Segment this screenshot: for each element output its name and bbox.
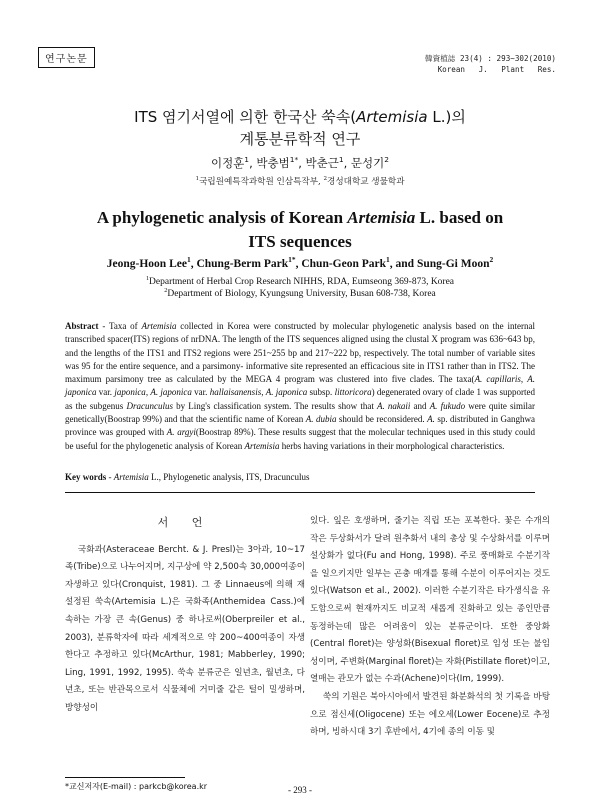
author-ko-2: 박충범 bbox=[256, 156, 290, 170]
title-korean-line2: 계통분류학적 연구 bbox=[239, 130, 361, 148]
abstract-taxon-9: Dracunculus bbox=[126, 400, 173, 411]
abstract-text-8: subsp. bbox=[307, 387, 335, 398]
author-en-2: Chung-Berm Park bbox=[196, 258, 289, 270]
abstract-text-13: should be reconsidered. bbox=[336, 414, 428, 425]
footnote-label: *교신저자(E-mail) : bbox=[65, 782, 137, 791]
title-english-line1 bbox=[0, 206, 600, 230]
abstract-taxon-5: A. japonica bbox=[150, 387, 192, 398]
abstract-text-12: were quite similar genetically(Boostrap 99%) and that the scientific name of Korean bbox=[65, 400, 536, 425]
intro-paragraph-1: 국화과(Asteraceae Bercht. & J. Presl)는 3아과, 10~17족(Tribe)으로 나누어지며, 지구상에 약 2,500속 30,000여종이 자생하고 있다(Cronquist, 1981). 그 중 Linnaeus에 의해 재설정된 쑥속(Artemisia L.)은 국화족(Anthemidea Cass.)에 속하는 가장 큰 속(Genus) 중 하나로써(Oberpreiler et al., 2003), 분류학자에 따라 세계적으로 약 200~400여종이 자생한다고 추정하고 있다(McArthur, 1981; Mabberley, 1990; Ling, 1991, 1992, 1995). 쑥속 분류군은 일년초, 월년초, 다년초, 또는 반관목으로서 식물체에 거미줄 같은 털이 밀생하며, 방향성이 bbox=[65, 544, 305, 713]
abstract-text-11: and bbox=[410, 400, 430, 411]
abstract-text-2: collected in Korea were constructed by molecular phylogenetic analysis based on the internal transcribed spacer(ITS) regions of nrDNA. The length of the ITS sequences aligned using the clustal X program was 636~643 bp, and the lengths of the ITS1 and ITS2 regions were 251~255 bp and 217~222 bp, respectively. The total number of variable sites was 95 for the entire sequence, and a parsimony- informative site represented an efficacious site in ITS1 rather than in ITS2. The maximum parsimony tree as calculated by the MEGA 4 program was clustered into five clades. The taxa( bbox=[65, 321, 535, 385]
affil-en-line1 bbox=[0, 276, 600, 288]
page-number: - 293 - bbox=[288, 785, 312, 795]
abstract-text-14: sp. distributed in Ganghwa province was grouped with bbox=[65, 414, 535, 438]
affiliations-english bbox=[0, 276, 600, 300]
abstract-text-1: - Taxa of bbox=[98, 321, 142, 331]
author-ko-4: 문성기 bbox=[350, 156, 385, 170]
footnote-email: parkcb@korea.kr bbox=[136, 782, 208, 791]
affil-ko-sup1: 1 bbox=[195, 176, 200, 183]
intro-left-column bbox=[65, 514, 305, 718]
abstract-taxon-4: japonica bbox=[114, 387, 146, 398]
authors-korean: 이정훈$^1$, 박충범$^{1*}$, 박춘근$^1$, 문성기$^2$ bbox=[210, 155, 390, 170]
affil-en-line2 bbox=[0, 288, 600, 300]
affil-en-line2-sup: 2 bbox=[164, 287, 168, 294]
title-english bbox=[0, 206, 600, 254]
author-ko-1: 이정훈 bbox=[210, 156, 245, 170]
author-ko-3: 박춘근 bbox=[305, 156, 339, 170]
abstract-text-10: by Ling's classification system. The results show that bbox=[172, 400, 377, 411]
abstract-text-15: (Boostrap 89%). These results suggest that the molecular techniques used in this study could be useful for the phylogenetic analysis of Korean bbox=[65, 427, 535, 451]
abstract-taxon-2: A. capillaris bbox=[474, 374, 521, 385]
keywords bbox=[65, 472, 535, 482]
affil-en-line2-text: Department of Biology, Kyungsung University, Busan 608-738, Korea bbox=[167, 289, 436, 299]
author-en-2-sup: 1* bbox=[288, 255, 296, 265]
title-english-line2: ITS sequences bbox=[248, 232, 352, 251]
abstract-taxon-1: Artemisia bbox=[141, 321, 177, 331]
title-korean-line1 bbox=[0, 106, 600, 128]
title-korean-line1-pre: ITS 염기서열에 의한 한국산 쑥속( bbox=[134, 108, 357, 126]
author-ko-1-sup: 1 bbox=[244, 155, 250, 165]
author-ko-3-sup: 1 bbox=[338, 155, 344, 165]
keywords-genus: Artemisia bbox=[113, 472, 149, 482]
footnote-rule bbox=[65, 777, 185, 778]
abstract-text-16: herbs having variations in their morphological characteristics. bbox=[279, 440, 505, 451]
abstract-text-9: ) degenerated ovary of clade 1 was supported as the subgenus bbox=[65, 387, 536, 411]
authors-english: Jeong-Hoon Lee$^1$, Chung-Berm Park$^{1*}$, Chun-Geon Park$^1$, and Sung-Gi Moon$^2$ bbox=[106, 255, 494, 270]
article-type-badge: 연구논문 bbox=[38, 47, 95, 68]
abstract-taxon-8: littoricora bbox=[334, 387, 372, 398]
author-en-3-sup: 1 bbox=[386, 255, 390, 265]
abstract-text-3: , bbox=[520, 374, 528, 385]
title-korean-line1-genus: Artemisia bbox=[356, 108, 428, 126]
title-english-line1-pre: A phylogenetic analysis of Korean bbox=[96, 208, 348, 227]
abstract bbox=[65, 320, 535, 453]
abstract-taxon-12: A. dubia bbox=[305, 414, 337, 425]
section-divider bbox=[65, 492, 535, 493]
keywords-sep: - bbox=[106, 472, 114, 482]
abstract-text-5: , bbox=[145, 387, 151, 398]
author-ko-4-sup: 2 bbox=[384, 155, 390, 165]
author-ko-2-sup: 1* bbox=[289, 155, 299, 165]
abstract-text-7: , bbox=[261, 387, 266, 398]
author-en-4: Sung-Gi Moon bbox=[416, 258, 490, 270]
abstract-label: Abstract bbox=[65, 321, 99, 331]
intro-paragraph-1-cont: 있다. 잎은 호생하며, 줄기는 직립 또는 포복한다. 꽃은 수개의 작은 두상화서가 달려 원추화서 내의 총상 및 수상화서를 이루며 설상화가 없다(Fu and Hong, 1998). 주로 풍매화로 수분기작을 일으키지만 일부는 곤충 매개를 통해 수분이 이루어지는 것도 있다(Watson et al., 2002). 이러한 수분기작은 타가생식을 유도함으로써 현재까지도 비교적 새롭게 진화하고 있는 종인만큼 동정하는데 많은 어려움이 있는 분류군이다. 또한 중앙화(Central floret)는 양성화(Bisexual floret)로 임성 또는 불임성이며, 주변화(Marginal floret)는 자화(Pistillate floret)이고, 열매는 관모가 없는 수과(Achene)이다(Im, 1999). bbox=[310, 516, 550, 685]
title-english-line1-post: L. based on bbox=[415, 208, 504, 227]
journal-citation-line1: 韓資植誌 23(4) : 293~302(2010) bbox=[425, 54, 556, 63]
author-en-4-sup: 2 bbox=[489, 255, 494, 265]
affil-en-line1-sup: 1 bbox=[145, 275, 150, 282]
abstract-taxon-3: A. japonica bbox=[65, 374, 536, 398]
abstract-taxon-13: A. bbox=[427, 414, 435, 425]
abstract-text-6: var. bbox=[191, 387, 210, 398]
abstract-taxon-11: A. fukudo bbox=[429, 400, 466, 411]
affil-ko-text1: 국립원예특작과학원 인삼특작부, bbox=[199, 177, 324, 187]
affil-ko-text2: 경성대학교 생물학과 bbox=[327, 177, 405, 187]
title-english-line1-genus: Artemisia bbox=[347, 208, 416, 227]
author-en-1-sup: 1 bbox=[186, 255, 191, 265]
abstract-taxon-7: A. japonica bbox=[265, 387, 308, 398]
title-korean-line1-post: L.)의 bbox=[427, 108, 466, 126]
abstract-taxon-6: hallaisanensis bbox=[209, 387, 262, 398]
keywords-label: Key words bbox=[65, 472, 107, 482]
intro-paragraph-2: 쑥의 기원은 북아시아에서 발견된 화분화석의 첫 기록을 바탕으로 점신세(Oligocene) 또는 에오세(Lower Eocene)로 추정하며, 빙하시대 3기 후반에서, 4기에 종의 이동 및 bbox=[310, 691, 550, 738]
abstract-taxon-10: A. nakaii bbox=[376, 400, 411, 411]
section-heading-introduction: 서 언 bbox=[157, 516, 213, 529]
title-korean bbox=[0, 106, 600, 150]
abstract-text-4: var. bbox=[96, 387, 115, 398]
keywords-text: L., Phylogenetic analysis, ITS, Dracunculus bbox=[148, 472, 310, 482]
affil-ko-sup2: 2 bbox=[323, 176, 328, 183]
affiliations-korean bbox=[0, 175, 600, 187]
journal-citation bbox=[425, 53, 556, 75]
author-en-1: Jeong-Hoon Lee bbox=[106, 258, 187, 270]
author-en-3: Chun-Geon Park bbox=[301, 258, 387, 270]
journal-citation-line2: Korean J. Plant Res. bbox=[437, 65, 556, 74]
abstract-taxon-15: Artemisia bbox=[244, 440, 280, 451]
intro-right-column bbox=[310, 513, 550, 742]
affil-en-line1-text: Department of Herbal Crop Research NIHHS, RDA, Eumseong 369-873, Korea bbox=[149, 277, 455, 287]
abstract-taxon-14: A. argyi bbox=[166, 427, 196, 438]
